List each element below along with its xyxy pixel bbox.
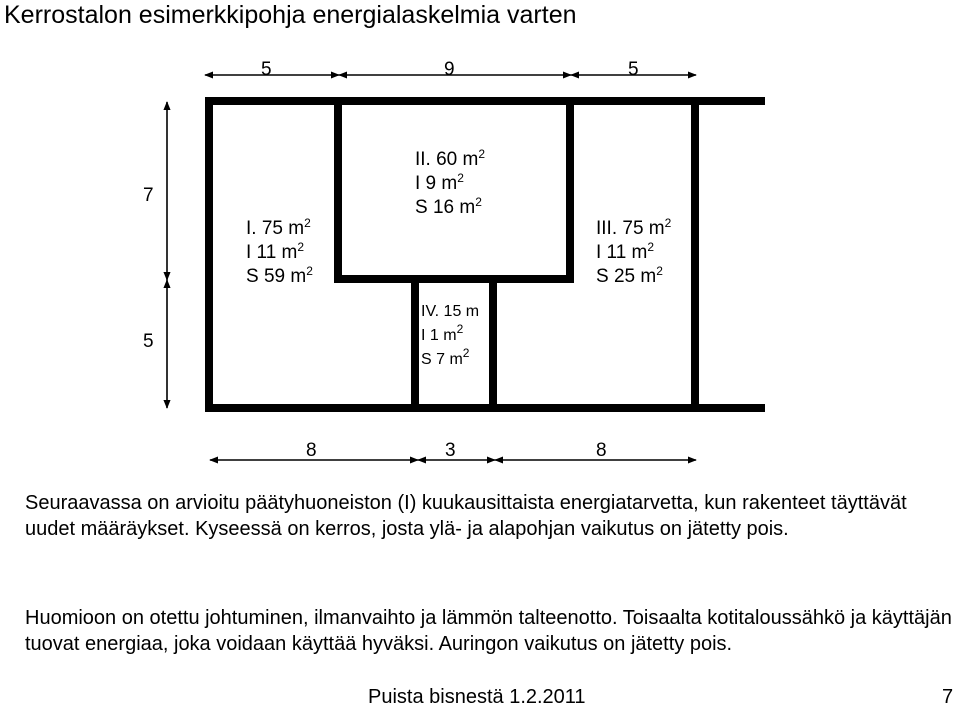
wall-stair-right: [489, 283, 497, 412]
room-line: II. 60 $m^2$: [415, 147, 486, 170]
page-title: Kerrostalon esimerkkipohja energialaskelmia varten: [4, 1, 577, 29]
wall-stair-left: [411, 283, 419, 412]
dimension-label-top-1: 5: [261, 59, 272, 80]
wall-top: [205, 97, 765, 105]
room-line: I 11 $m^2$: [596, 240, 655, 263]
wall-left: [205, 97, 213, 412]
wall-bottom: [205, 404, 765, 412]
wall-room2-left: [334, 97, 342, 283]
room-line: S 25 $m^2$: [596, 264, 663, 287]
dimension-label-top-3: 5: [628, 59, 639, 80]
room-line: I 11 $m^2$: [246, 240, 305, 263]
room-label-1: [246, 217, 313, 289]
room-line: I 9 $m^2$: [415, 171, 464, 194]
room-line: I 1 $m^2$: [421, 322, 464, 344]
room-line: IV. 15 m: [421, 303, 480, 320]
room-line: S 7 $m^2$: [421, 346, 470, 368]
room-label-3: [596, 217, 671, 289]
description-paragraph: Seuraavassa on arvioitu päätyhuoneiston (I) kuukausittaista energiatarvetta, kun rakenteet täyttävät uudet määräykset. Kyseessä on kerros, josta ylä- ja alapohjan vaikutus on jätetty pois.: [25, 492, 907, 540]
wall-room2-right: [566, 97, 574, 283]
dimension-label-bottom-2: 3: [445, 440, 456, 461]
note-paragraph: Huomioon on otettu johtuminen, ilmanvaihto ja lämmön talteenotto. Toisaalta kotitaloussähkö ja käyttäjän tuovat energiaa, joka voidaan käyttää hyväksi. Auringon vaikutus on jätetty pois.: [25, 607, 952, 655]
dimension-label-left-2: 5: [143, 331, 154, 352]
page-number: 7: [942, 686, 954, 708]
room-label-2: [415, 148, 485, 220]
wall-right: [691, 97, 699, 412]
room-line: III. 75 $m^2$: [596, 216, 672, 239]
room-line: S 59 $m^2$: [246, 264, 313, 287]
footer-text: Puista bisnestä 1.2.2011: [368, 686, 586, 708]
dimension-label-bottom-1: 8: [306, 440, 317, 461]
dimension-label-left-1: 7: [143, 185, 154, 206]
dimension-label-bottom-3: 8: [596, 440, 607, 461]
dimension-label-top-2: 9: [444, 59, 455, 80]
room-line: I. 75 $m^2$: [246, 216, 311, 239]
wall-room2-bottom: [334, 275, 574, 283]
room-line: S 16 $m^2$: [415, 195, 482, 218]
room-label-4: [421, 300, 489, 372]
